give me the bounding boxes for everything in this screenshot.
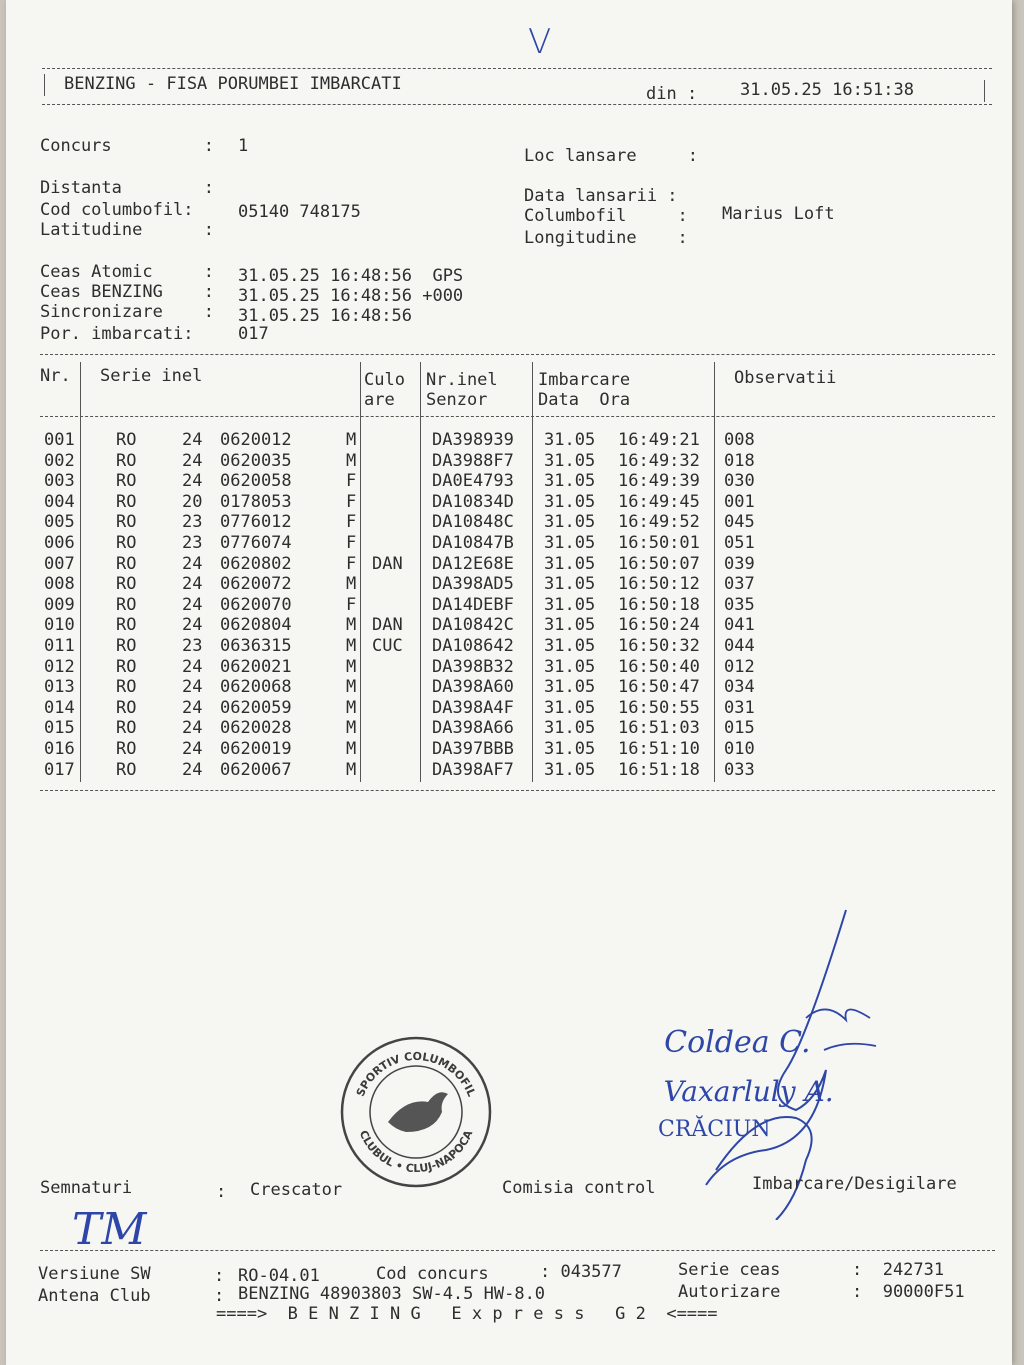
row-date: 31.05	[544, 615, 596, 636]
row-year: 24	[182, 450, 203, 471]
table-bottom-rule	[40, 790, 995, 791]
cod-columbofil-label: Cod columbofil:	[40, 200, 194, 220]
din-value: 31.05.25 16:51:38	[740, 80, 914, 100]
row-sensor: DA398A60	[432, 677, 514, 698]
row-nr: 003	[44, 471, 75, 492]
ceas-benzing-value: 31.05.25 16:48:56 +000	[238, 286, 464, 306]
header-right-border	[984, 80, 985, 102]
header-left-border	[44, 74, 45, 96]
col-header-imbarcare-2: Data Ora	[538, 390, 631, 410]
row-nr: 007	[44, 553, 75, 574]
table-top-rule	[40, 354, 995, 355]
crescator-label: Crescator	[250, 1180, 343, 1200]
row-ring: 0620070	[220, 594, 292, 615]
row-obs: 045	[724, 512, 755, 533]
row-time: 16:49:52	[618, 512, 700, 533]
row-year: 23	[182, 533, 203, 553]
row-nr: 009	[44, 594, 75, 615]
row-country: RO	[116, 615, 137, 636]
row-date: 31.05	[544, 718, 596, 739]
row-date: 31.05	[544, 533, 596, 553]
col-header-culoare-2: are	[364, 390, 395, 410]
row-time: 16:49:45	[618, 491, 700, 512]
antena-colon: :	[214, 1286, 225, 1306]
data-lansarii-label: Data lansarii :	[524, 186, 678, 206]
versiune-label: Versiune SW	[38, 1264, 151, 1284]
row-time: 16:51:03	[618, 718, 700, 739]
cod-concurs-value: : 043577	[540, 1262, 622, 1282]
row-sensor: DA398AD5	[432, 574, 514, 595]
row-ring: 0620804	[220, 615, 292, 636]
row-date: 31.05	[544, 739, 596, 759]
row-date: 31.05	[544, 574, 596, 595]
row-year: 24	[182, 677, 203, 698]
row-sex: F	[346, 533, 357, 553]
row-obs: 035	[724, 594, 755, 615]
table-row	[6, 698, 1006, 718]
row-country: RO	[116, 574, 137, 595]
row-color: DAN	[372, 553, 403, 574]
row-sensor: DA398B32	[432, 656, 514, 677]
ceas-atomic-label: Ceas Atomic :	[40, 262, 214, 282]
row-year: 24	[182, 697, 203, 718]
report-title: BENZING - FISA PORUMBEI IMBARCATI	[64, 74, 402, 94]
row-country: RO	[116, 553, 137, 574]
ceas-atomic-value: 31.05.25 16:48:56 GPS	[238, 266, 464, 286]
row-year: 23	[182, 636, 203, 656]
columbofil-label: Columbofil :	[524, 206, 688, 226]
row-obs: 033	[724, 759, 755, 780]
row-nr: 016	[44, 739, 75, 759]
row-obs: 039	[724, 553, 755, 574]
row-color: DAN	[372, 615, 403, 636]
table-row	[6, 595, 1006, 615]
row-country: RO	[116, 471, 137, 492]
row-year: 24	[182, 574, 203, 595]
row-country: RO	[116, 718, 137, 739]
row-country: RO	[116, 697, 137, 718]
row-sex: M	[346, 677, 357, 698]
row-sex: F	[346, 491, 357, 512]
row-year: 20	[182, 491, 203, 512]
col-header-nrinel-1: Nr.inel	[426, 370, 498, 390]
document-page	[6, 0, 1012, 1365]
row-sex: F	[346, 471, 357, 492]
row-date: 31.05	[544, 471, 596, 492]
serie-ceas-value: : 242731	[852, 1260, 945, 1280]
row-country: RO	[116, 677, 137, 698]
table-row	[6, 657, 1006, 677]
versiune-value: RO-04.01	[238, 1266, 320, 1286]
row-time: 16:50:40	[618, 656, 700, 677]
row-sensor: DA398939	[432, 430, 514, 450]
row-date: 31.05	[544, 491, 596, 512]
row-time: 16:50:01	[618, 533, 700, 553]
row-nr: 005	[44, 512, 75, 533]
serie-ceas-label: Serie ceas	[678, 1260, 781, 1280]
table-row	[6, 554, 1006, 574]
row-sex: M	[346, 697, 357, 718]
club-stamp	[336, 1032, 496, 1192]
row-country: RO	[116, 491, 137, 512]
table-row	[6, 636, 1006, 656]
row-sex: F	[346, 553, 357, 574]
row-ring: 0620058	[220, 471, 292, 492]
row-time: 16:50:32	[618, 636, 700, 656]
brand-line: ====> B E N Z I N G E x p r e s s G 2 <====	[216, 1304, 718, 1324]
row-obs: 008	[724, 430, 755, 450]
distanta-label: Distanta :	[40, 178, 214, 198]
row-year: 24	[182, 718, 203, 739]
row-color: CUC	[372, 636, 403, 656]
table-header-rule	[40, 416, 995, 417]
row-sex: M	[346, 430, 357, 450]
row-ring: 0178053	[220, 491, 292, 512]
row-sensor: DA108642	[432, 636, 514, 656]
row-obs: 031	[724, 697, 755, 718]
row-obs: 012	[724, 656, 755, 677]
row-time: 16:51:10	[618, 739, 700, 759]
signature-coldea: Coldea C.	[664, 1025, 811, 1060]
row-year: 24	[182, 471, 203, 492]
row-sensor: DA10847B	[432, 533, 514, 553]
row-obs: 044	[724, 636, 755, 656]
antena-label: Antena Club	[38, 1286, 151, 1306]
row-sex: F	[346, 512, 357, 533]
row-obs: 051	[724, 533, 755, 553]
row-date: 31.05	[544, 697, 596, 718]
row-nr: 017	[44, 759, 75, 780]
row-ring: 0620035	[220, 450, 292, 471]
row-time: 16:50:07	[618, 553, 700, 574]
row-time: 16:50:24	[618, 615, 700, 636]
footer-top-rule	[40, 1250, 995, 1251]
row-time: 16:49:21	[618, 430, 700, 450]
row-time: 16:51:18	[618, 759, 700, 780]
row-year: 24	[182, 553, 203, 574]
row-sex: F	[346, 594, 357, 615]
check-mark: V	[528, 22, 552, 62]
row-ring: 0620072	[220, 574, 292, 595]
concurs-label: Concurs :	[40, 136, 214, 156]
autorizare-value: : 90000F51	[852, 1282, 965, 1302]
table-row	[6, 615, 1006, 635]
row-ring: 0620028	[220, 718, 292, 739]
latitudine-label: Latitudine :	[40, 220, 214, 240]
row-sensor: DA3988F7	[432, 450, 514, 471]
row-country: RO	[116, 759, 137, 780]
row-country: RO	[116, 594, 137, 615]
row-sensor: DA10848C	[432, 512, 514, 533]
row-date: 31.05	[544, 430, 596, 450]
row-ring: 0620802	[220, 553, 292, 574]
row-nr: 004	[44, 491, 75, 512]
row-nr: 002	[44, 450, 75, 471]
row-year: 24	[182, 594, 203, 615]
row-year: 24	[182, 430, 203, 450]
versiune-colon: :	[214, 1266, 225, 1286]
concurs-value: 1	[238, 136, 249, 156]
row-nr: 006	[44, 533, 75, 553]
din-label: din :	[646, 84, 698, 104]
row-time: 16:49:39	[618, 471, 700, 492]
row-ring: 0620068	[220, 677, 292, 698]
row-country: RO	[116, 636, 137, 656]
col-header-observatii: Observatii	[734, 368, 837, 388]
row-ring: 0620019	[220, 739, 292, 759]
row-date: 31.05	[544, 450, 596, 471]
row-ring: 0776012	[220, 512, 292, 533]
comisia-label: Comisia control	[502, 1178, 656, 1198]
row-sex: M	[346, 574, 357, 595]
col-header-serie: Serie inel	[100, 366, 203, 386]
table-row	[6, 739, 1006, 759]
autorizare-label: Autorizare	[678, 1282, 781, 1302]
row-date: 31.05	[544, 656, 596, 677]
row-date: 31.05	[544, 594, 596, 615]
longitudine-label: Longitudine :	[524, 228, 688, 248]
row-obs: 034	[724, 677, 755, 698]
row-country: RO	[116, 739, 137, 759]
table-row	[6, 677, 1006, 697]
row-sex: M	[346, 718, 357, 739]
table-row	[6, 492, 1006, 512]
table-row	[6, 512, 1006, 532]
semnaturi-label: Semnaturi	[40, 1178, 133, 1198]
signature-scribble	[646, 900, 886, 1220]
row-obs: 041	[724, 615, 755, 636]
row-obs: 010	[724, 739, 755, 759]
por-imbarcati-label: Por. imbarcati:	[40, 324, 194, 344]
row-nr: 014	[44, 697, 75, 718]
row-sex: M	[346, 615, 357, 636]
table-row	[6, 430, 1006, 450]
row-date: 31.05	[544, 677, 596, 698]
signature-craciun: CRĂCIUN	[657, 1117, 771, 1142]
row-sensor: DA398A66	[432, 718, 514, 739]
semnaturi-colon: :	[216, 1182, 227, 1202]
row-country: RO	[116, 656, 137, 677]
row-sex: M	[346, 450, 357, 471]
row-nr: 015	[44, 718, 75, 739]
row-sensor: DA397BBB	[432, 739, 514, 759]
signature-vaxarluly: Vaxarluly A.	[663, 1075, 834, 1108]
row-sensor: DA10842C	[432, 615, 514, 636]
table-row	[6, 574, 1006, 594]
row-date: 31.05	[544, 512, 596, 533]
row-time: 16:50:47	[618, 677, 700, 698]
row-country: RO	[116, 450, 137, 471]
ceas-benzing-label: Ceas BENZING :	[40, 282, 214, 302]
table-row	[6, 451, 1006, 471]
stamp-bottom-text: CLUBUL • CLUJ-NAPOCA	[356, 1128, 476, 1176]
row-time: 16:50:12	[618, 574, 700, 595]
row-time: 16:49:32	[618, 450, 700, 471]
table-row	[6, 471, 1006, 491]
row-date: 31.05	[544, 636, 596, 656]
row-sex: M	[346, 656, 357, 677]
imbarcare-desigilare-label: Imbarcare/Desigilare	[752, 1174, 957, 1194]
row-date: 31.05	[544, 759, 596, 780]
row-date: 31.05	[544, 553, 596, 574]
antena-value: BENZING 48903803 SW-4.5 HW-8.0	[238, 1284, 546, 1304]
row-obs: 037	[724, 574, 755, 595]
cod-concurs-label: Cod concurs	[376, 1264, 489, 1284]
row-sensor: DA12E68E	[432, 553, 514, 574]
stamp-top-text: SPORTIV COLUMBOFIL	[353, 1049, 479, 1099]
row-ring: 0620021	[220, 656, 292, 677]
row-obs: 015	[724, 718, 755, 739]
sincronizare-label: Sincronizare :	[40, 302, 214, 322]
columbofil-value: Marius Loft	[722, 204, 835, 224]
row-ring: 0620012	[220, 430, 292, 450]
row-nr: 013	[44, 677, 75, 698]
table-row	[6, 533, 1006, 553]
row-ring: 0636315	[220, 636, 292, 656]
table-row	[6, 718, 1006, 738]
row-nr: 008	[44, 574, 75, 595]
row-sex: M	[346, 636, 357, 656]
col-header-nrinel-2: Senzor	[426, 390, 488, 410]
row-year: 23	[182, 512, 203, 533]
row-nr: 001	[44, 430, 75, 450]
row-nr: 011	[44, 636, 75, 656]
por-imbarcati-value: 017	[238, 324, 269, 344]
row-obs: 018	[724, 450, 755, 471]
dove-icon	[388, 1092, 448, 1132]
crescator-initials: TM	[72, 1204, 147, 1255]
row-year: 24	[182, 739, 203, 759]
row-sensor: DA398AF7	[432, 759, 514, 780]
sincronizare-value: 31.05.25 16:48:56	[238, 306, 412, 326]
row-sex: M	[346, 759, 357, 780]
row-sensor: DA14DEBF	[432, 594, 514, 615]
col-header-nr: Nr.	[40, 366, 71, 386]
header-bottom-rule	[42, 104, 992, 105]
row-country: RO	[116, 512, 137, 533]
row-obs: 001	[724, 491, 755, 512]
row-nr: 012	[44, 656, 75, 677]
row-ring: 0620059	[220, 697, 292, 718]
row-time: 16:50:55	[618, 697, 700, 718]
row-sex: M	[346, 739, 357, 759]
col-header-imbarcare-1: Imbarcare	[538, 370, 631, 390]
loc-lansare-label: Loc lansare :	[524, 146, 698, 166]
row-year: 24	[182, 656, 203, 677]
row-nr: 010	[44, 615, 75, 636]
row-sensor: DA398A4F	[432, 697, 514, 718]
cod-columbofil-value: 05140 748175	[238, 202, 361, 222]
row-sensor: DA10834D	[432, 491, 514, 512]
col-header-culoare-1: Culo	[364, 370, 405, 390]
row-time: 16:50:18	[618, 594, 700, 615]
header-top-rule	[42, 68, 992, 69]
row-ring: 0776074	[220, 533, 292, 553]
row-country: RO	[116, 533, 137, 553]
row-country: RO	[116, 430, 137, 450]
row-year: 24	[182, 759, 203, 780]
row-sensor: DA0E4793	[432, 471, 514, 492]
row-year: 24	[182, 615, 203, 636]
table-row	[6, 760, 1006, 780]
row-ring: 0620067	[220, 759, 292, 780]
row-obs: 030	[724, 471, 755, 492]
